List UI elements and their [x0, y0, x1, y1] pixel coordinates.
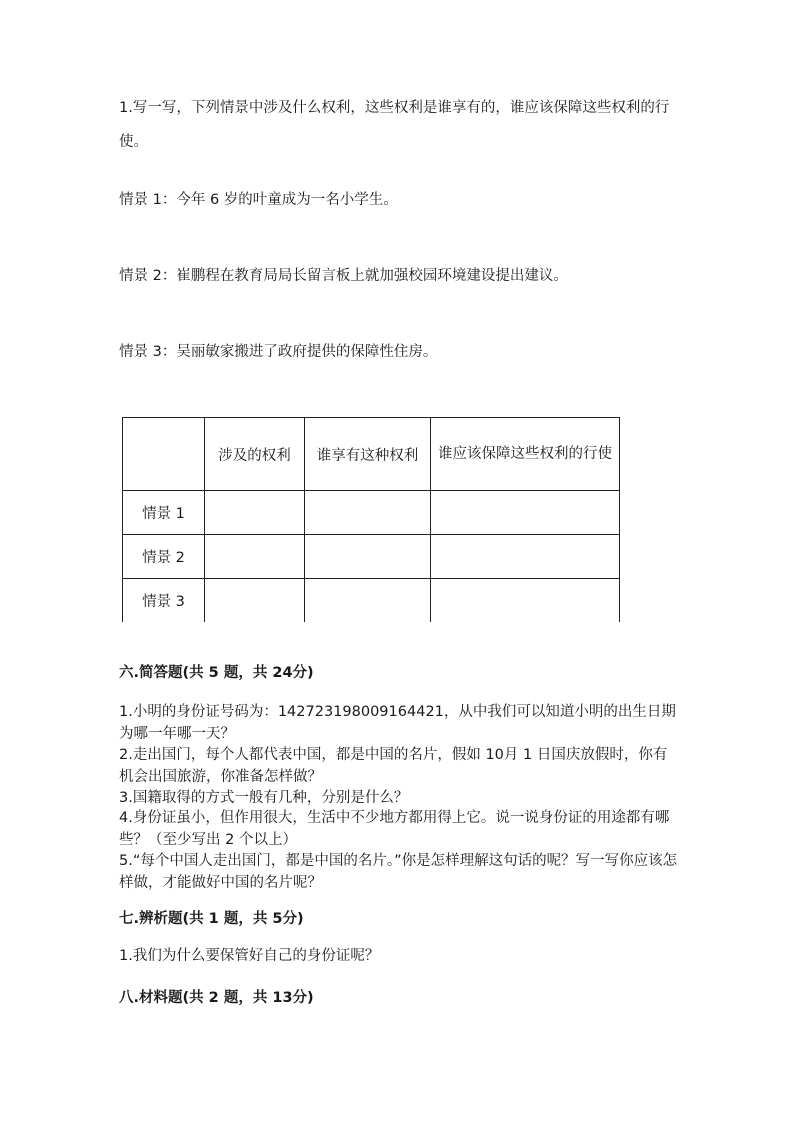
- section-6-item-3: 3.国籍取得的方式一般有几种，分别是什么？: [119, 790, 409, 806]
- section-7-title: 七.辨析题(共 1 题，共 5分): [119, 911, 304, 927]
- table-header-rights: 涉及的权利: [205, 418, 305, 491]
- table-cell[interactable]: [205, 491, 305, 535]
- section-8-title: 八.材料题(共 2 题，共 13分): [119, 990, 314, 1006]
- table-header-row: [123, 418, 620, 491]
- table-cell[interactable]: [205, 579, 305, 623]
- section-6-item-5: 5.“每个中国人走出国门，都是中国的名片。”你是怎样理解这句话的呢？写一写你应该怎样做，才能做好中国的名片呢？: [119, 853, 678, 891]
- scene-1: 情景 1：今年 6 岁的叶童成为一名小学生。: [119, 192, 398, 208]
- table-row-label: 情景 3: [123, 579, 205, 623]
- table-cell[interactable]: [431, 579, 620, 623]
- table-cell[interactable]: [305, 491, 431, 535]
- section-6-title: 六.简答题(共 5 题，共 24分): [119, 665, 314, 681]
- table-row-label: 情景 2: [123, 535, 205, 579]
- section-6-item-4: 4.身份证虽小，但作用很大，生活中不少地方都用得上它。说一说身份证的用途都有哪些？（至少写出 2 个以上）: [119, 810, 670, 848]
- table-cell[interactable]: [205, 535, 305, 579]
- answer-table: [122, 417, 620, 622]
- scene-3: 情景 3：吴丽敏家搬进了政府提供的保障性住房。: [119, 344, 438, 360]
- table-row: [123, 535, 620, 579]
- table-cell[interactable]: [431, 491, 620, 535]
- table-header-guarantor-text: 谁应该保障这些权利的行使: [438, 446, 612, 462]
- scene-2: 情景 2：崔鹏程在教育局局长留言板上就加强校园环境建设提出建议。: [119, 268, 568, 284]
- table-row: [123, 579, 620, 623]
- table-header-empty: [123, 418, 205, 491]
- section-7-item-1: 1.我们为什么要保管好自己的身份证呢？: [119, 948, 380, 964]
- table-cell[interactable]: [305, 535, 431, 579]
- table-cell[interactable]: [431, 535, 620, 579]
- question-1-text: 1.写一写，下列情景中涉及什么权利，这些权利是谁享有的，谁应该保障这些权利的行使。: [119, 100, 670, 150]
- table-header-guarantor: [431, 418, 620, 491]
- table-cell[interactable]: [305, 579, 431, 623]
- table-header-holder: 谁享有这种权利: [305, 418, 431, 491]
- section-6-item-2: 2.走出国门，每个人都代表中国，都是中国的名片，假如 10月 1 日国庆放假时，你有机会出国旅游，你准备怎样做？: [119, 747, 668, 785]
- section-6-item-1: 1.小明的身份证号码为：142723198009164421，从中我们可以知道小明的出生日期为哪一年哪一天？: [119, 704, 676, 742]
- table-row: [123, 491, 620, 535]
- table-row-label: 情景 1: [123, 491, 205, 535]
